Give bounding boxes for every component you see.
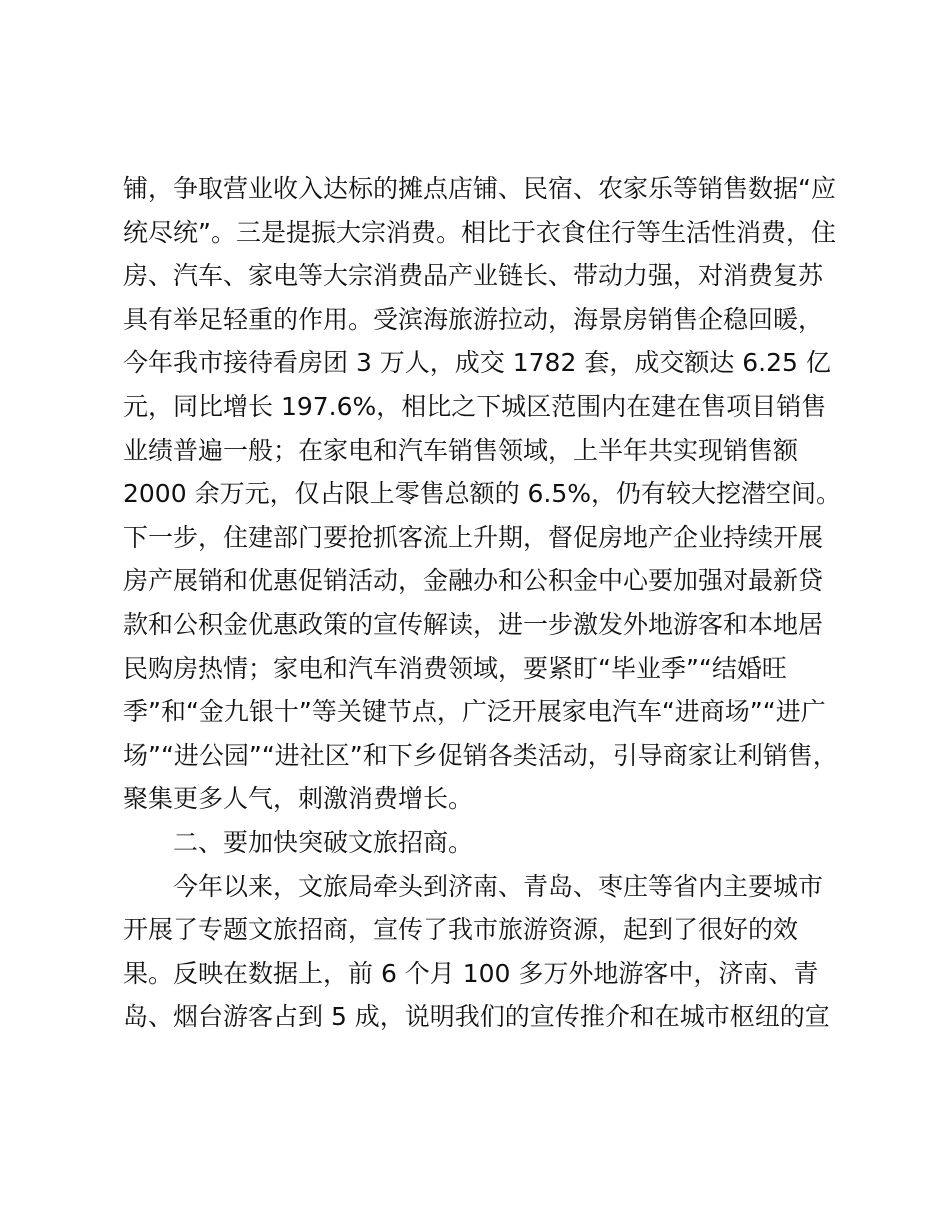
text-line: 季”和“金九银十”等关键节点，广泛开展家电汽车“进商场”“进广 (123, 697, 826, 727)
text-line: 房产展销和优惠促销活动，金融办和公积金中心要加强对最新贷 (123, 566, 824, 596)
section-heading: 二、要加快突破文旅招商。 (173, 827, 474, 857)
text-line: 岛、烟台游客占到 5 成，说明我们的宣传推介和在城市枢纽的宣 (123, 1002, 830, 1032)
text-line: 下一步，住建部门要抢抓客流上升期，督促房地产企业持续开展 (123, 522, 824, 552)
text-line: 今年我市接待看房团 3 万人，成交 1782 套，成交额达 6.25 亿 (123, 348, 831, 378)
body-text (123, 167, 843, 1039)
text-line: 房、汽车、家电等大宗消费品产业链长、带动力强，对消费复苏 (123, 261, 824, 291)
text-line: 场”“进公园”“进社区”和下乡促销各类活动，引导商家让利销售， (123, 740, 838, 770)
text-line: 今年以来，文旅局牵头到济南、青岛、枣庄等省内主要城市 (173, 871, 824, 901)
text-line: 具有举足轻重的作用。受滨海旅游拉动，海景房销售企稳回暖， (123, 304, 824, 334)
text-line: 民购房热情；家电和汽车消费领域，要紧盯“毕业季”“结婚旺 (123, 653, 787, 683)
text-line: 铺，争取营业收入达标的摊点店铺、民宿、农家乐等销售数据“应 (123, 174, 836, 203)
text-line: 元，同比增长 197.6%，相比之下城区范围内在建在售项目销售 (123, 391, 827, 421)
text-line: 款和公积金优惠政策的宣传解读，进一步激发外地游客和本地居 (123, 609, 824, 639)
text-line: 果。反映在数据上，前 6 个月 100 多万外地游客中，济南、青 (123, 958, 819, 988)
text-line: 2000 余万元，仅占限上零售总额的 6.5%，仍有较大挖潜空间。 (123, 479, 842, 509)
text-line: 聚集更多人气，刺激消费增长。 (123, 784, 474, 814)
text-line: 统尽统”。三是提振大宗消费。相比于衣食住行等生活性消费，住 (123, 217, 836, 247)
text-line: 业绩普遍一般；在家电和汽车销售领域，上半年共实现销售额 (123, 435, 799, 465)
text-line: 开展了专题文旅招商，宣传了我市旅游资源，起到了很好的效 (123, 915, 799, 945)
